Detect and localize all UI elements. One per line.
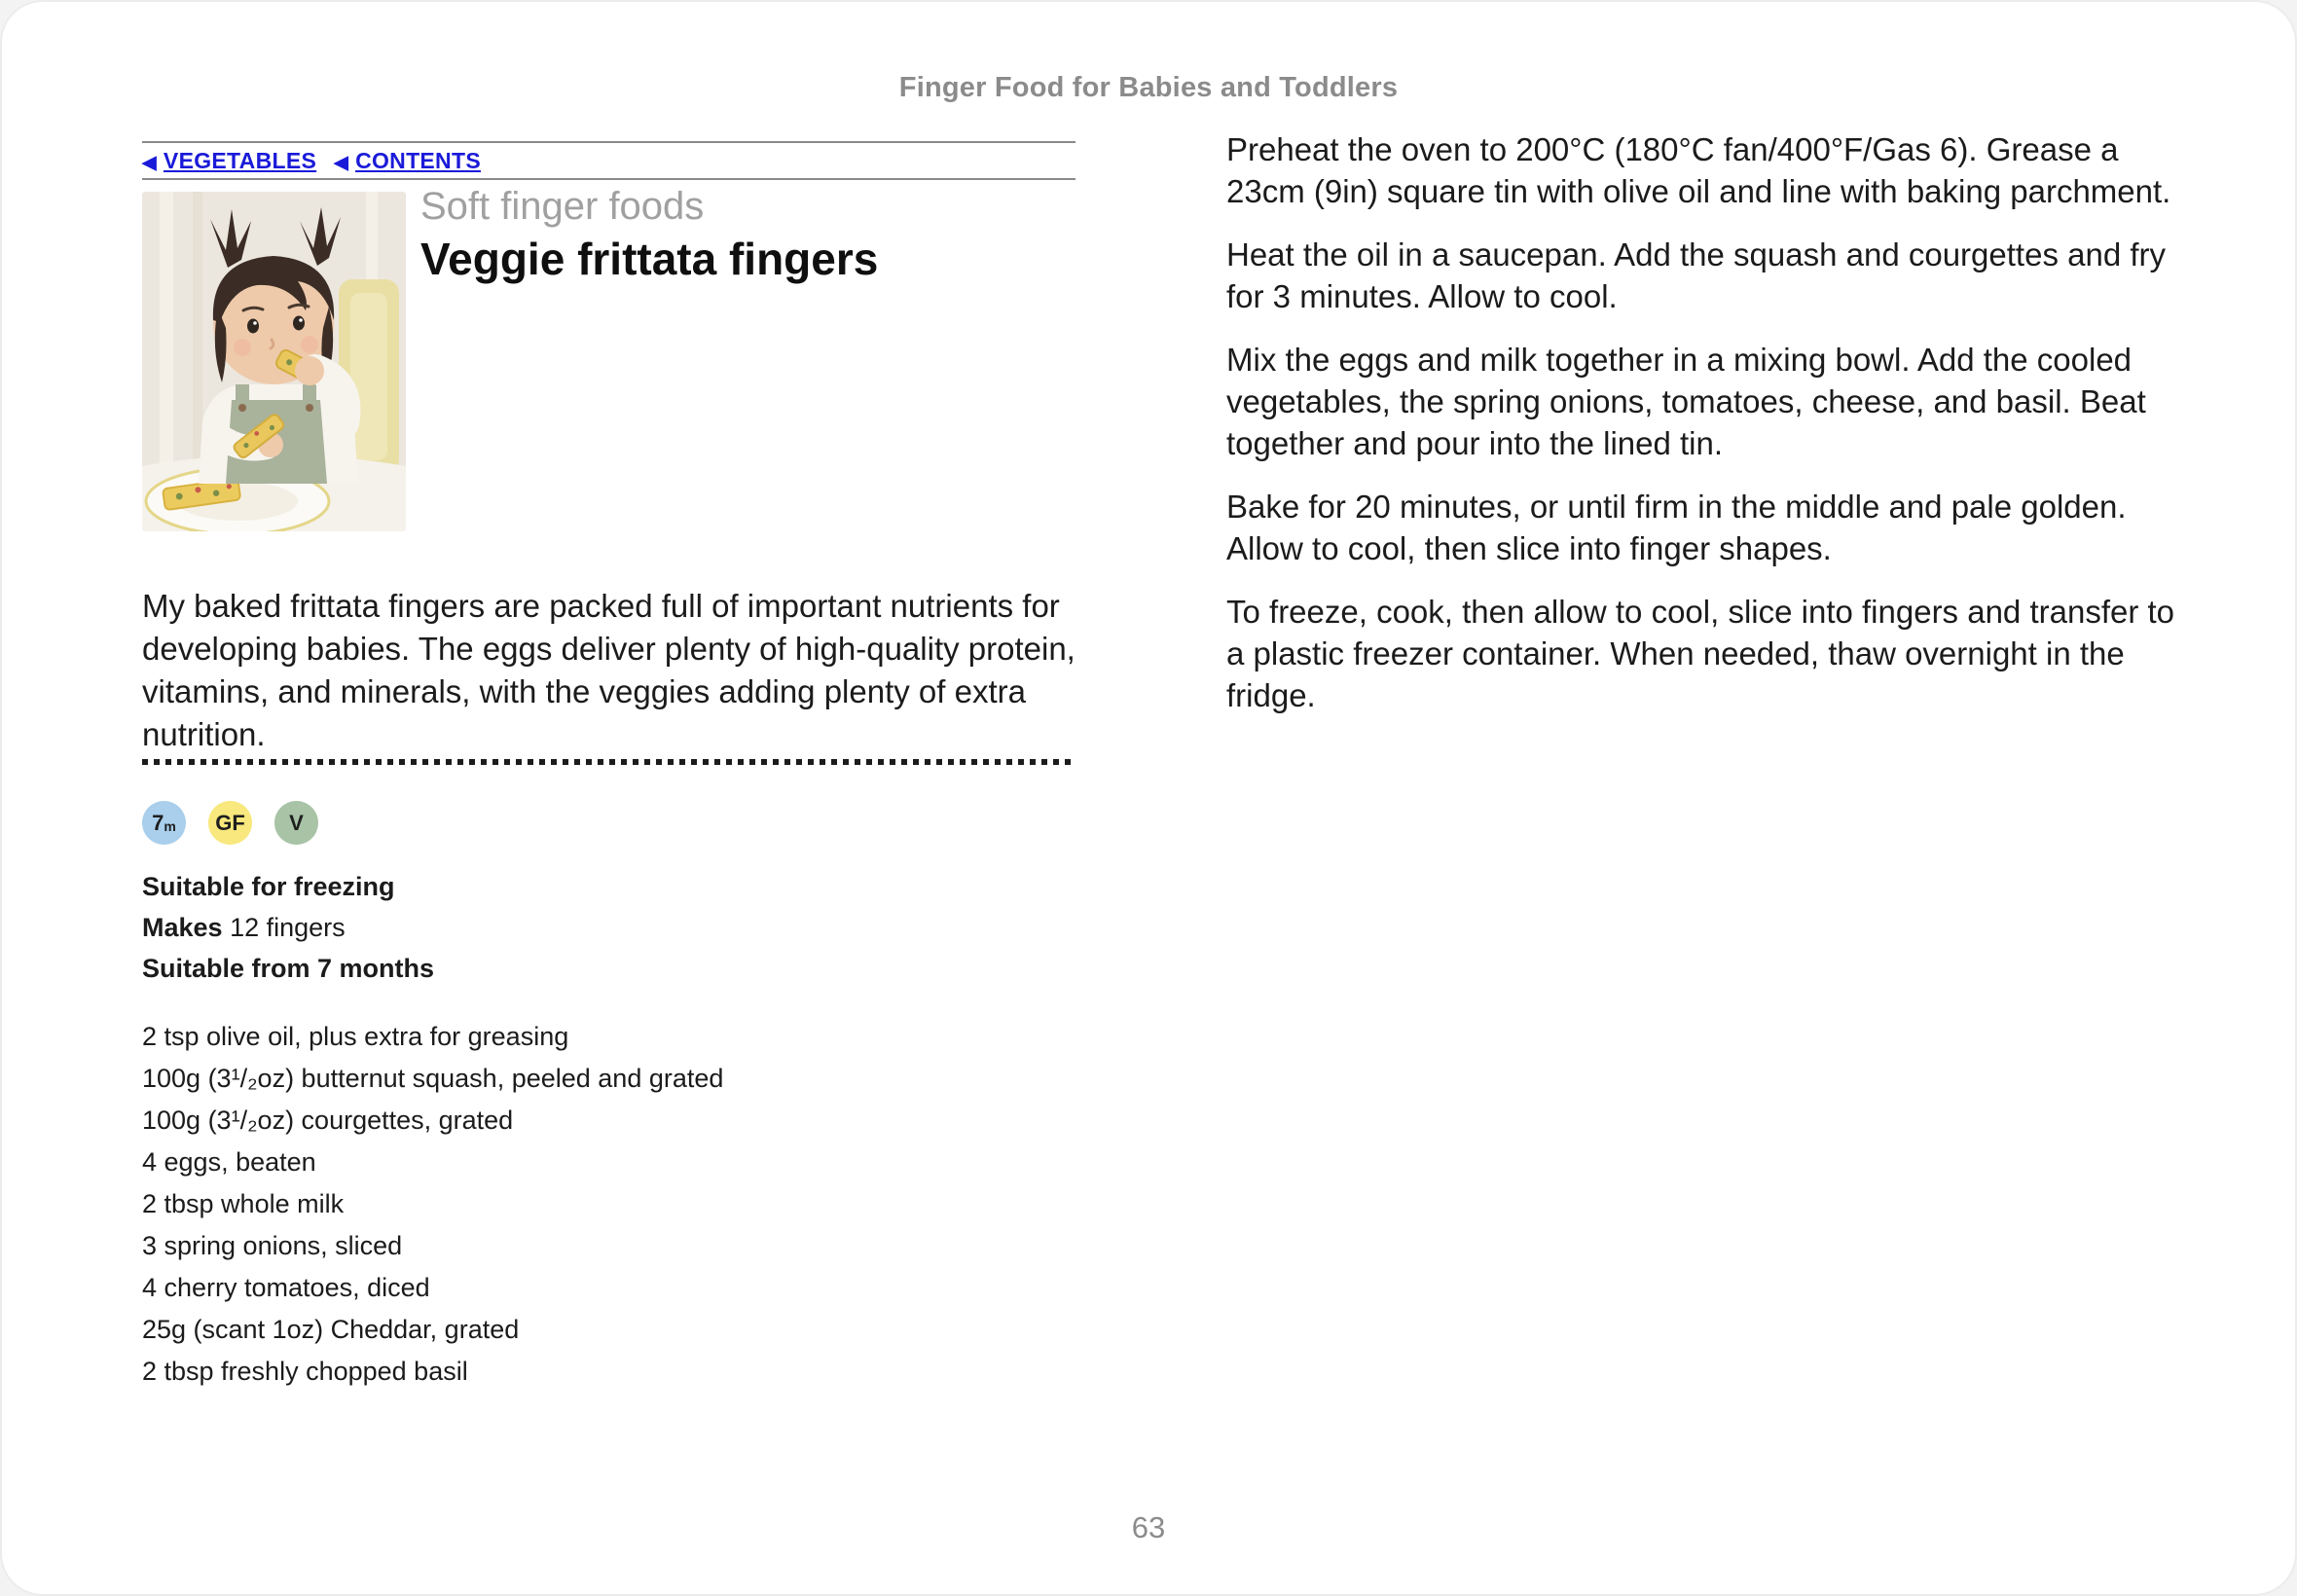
nav-link-vegetables-label: VEGETABLES <box>163 147 317 173</box>
info-label: Suitable from 7 months <box>142 954 435 983</box>
book-title: Finger Food for Babies and Toddlers <box>898 72 1399 103</box>
nav-link-vegetables[interactable] <box>142 148 316 174</box>
vegetarian-badge: V <box>274 801 318 845</box>
ingredient-item: 2 tbsp freshly chopped basil <box>142 1357 468 1386</box>
ingredient-item: 2 tbsp whole milk <box>142 1189 345 1218</box>
ingredient-item: 100g (3¹/₂oz) butternut squash, peeled and grated <box>142 1064 724 1093</box>
ingredient-item: 100g (3¹/₂oz) courgettes, grated <box>142 1106 514 1135</box>
back-triangle-icon: ◀ <box>142 152 157 173</box>
badge-row <box>142 801 318 845</box>
age-badge <box>142 801 186 845</box>
method-step: Heat the oil in a saucepan. Add the squash and courgettes and fry for 3 minutes. Allow to cool. <box>1226 236 2166 314</box>
ingredient-item: 2 tsp olive oil, plus extra for greasing <box>142 1022 569 1051</box>
age-badge-unit: m <box>164 817 176 834</box>
recipe-category: Soft finger foods <box>420 185 705 228</box>
age-badge-number: 7 <box>152 810 164 835</box>
method-step: Mix the eggs and milk together in a mixing bowl. Add the cooled vegetables, the spring onions, tomatoes, cheese, and basil. Beat together and pour into the lined tin. <box>1226 342 2146 461</box>
info-line <box>142 907 434 948</box>
info-value: 12 fingers <box>222 913 346 942</box>
nav-link-contents-label: CONTENTS <box>355 147 481 173</box>
ingredient-list <box>142 1016 723 1393</box>
method-step: To freeze, cook, then allow to cool, slice into fingers and transfer to a plastic freezer container. When needed, thaw overnight in the fridge. <box>1226 594 2175 713</box>
recipe-photo <box>142 192 406 531</box>
info-line <box>142 866 434 907</box>
recipe-title: Veggie frittata fingers <box>420 234 879 284</box>
method-step: Preheat the oven to 200°C (180°C fan/400°F/Gas 6). Grease a 23cm (9in) square tin with olive oil and line with baking parchment. <box>1226 131 2171 209</box>
info-label: Suitable for freezing <box>142 872 395 901</box>
ingredient-item: 4 eggs, beaten <box>142 1147 316 1177</box>
breadcrumb-nav <box>142 141 1076 180</box>
page-number: 63 <box>1131 1510 1166 1544</box>
gluten-free-badge: GF <box>208 801 252 845</box>
method-steps <box>1226 128 2175 738</box>
recipe-intro: My baked frittata fingers are packed full of important nutrients for developing babies. The eggs deliver plenty of high-quality protein, vitamins, and minerals, with the veggies adding plenty of extra nutrition. <box>142 588 1076 752</box>
info-label: Makes <box>142 913 223 942</box>
title-block <box>420 183 878 286</box>
info-line <box>142 948 434 989</box>
back-triangle-icon: ◀ <box>334 152 349 173</box>
dotted-divider <box>142 759 1076 765</box>
ingredient-item: 3 spring onions, sliced <box>142 1231 403 1260</box>
ingredient-item: 4 cherry tomatoes, diced <box>142 1273 430 1302</box>
ingredient-item: 25g (scant 1oz) Cheddar, grated <box>142 1315 520 1344</box>
nav-link-contents[interactable] <box>334 148 481 174</box>
baby-eating-frittata-illustration <box>142 192 406 531</box>
recipe-info <box>142 866 434 989</box>
method-step: Bake for 20 minutes, or until firm in the middle and pale golden. Allow to cool, then slice into finger shapes. <box>1226 489 2127 566</box>
